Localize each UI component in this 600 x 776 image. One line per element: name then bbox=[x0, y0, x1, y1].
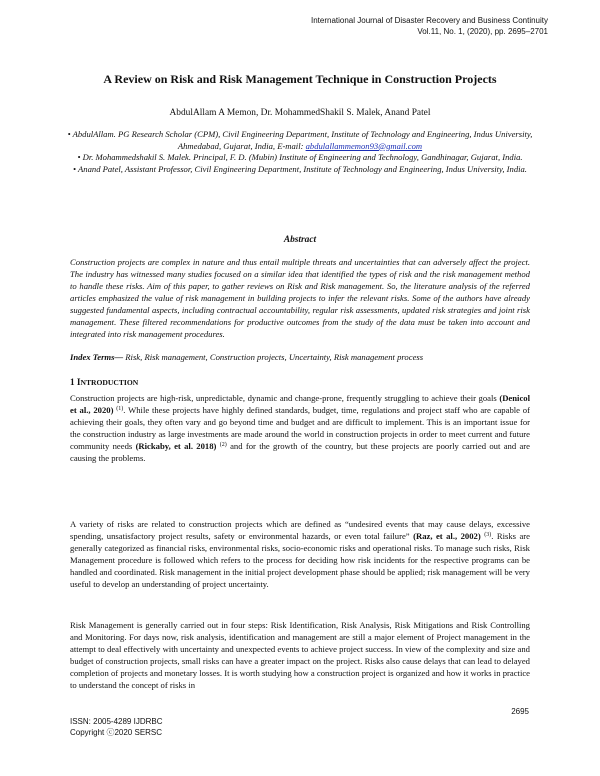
affiliation-3: • Anand Patel, Assistant Professor, Civil Engineering Department, Institute of Technology and Engineering, Indus University, India. bbox=[73, 164, 527, 175]
author-list: AbdulAllam A Memon, Dr. MohammedShakil S. Malek, Anand Patel bbox=[169, 108, 431, 118]
page-footer bbox=[70, 717, 163, 738]
journal-name: International Journal of Disaster Recovery and Business Continuity bbox=[310, 16, 548, 25]
ref-marker-2: (2) bbox=[219, 442, 227, 448]
intro-paragraph-1 bbox=[70, 392, 530, 464]
citation-raz: (Raz, et al., 2002) bbox=[413, 531, 481, 541]
index-terms bbox=[70, 352, 540, 362]
ref-marker-3: (3) bbox=[484, 532, 492, 538]
p1-text-c: and for the growth of the country, but these projects are poorly carried out and are causing the problems. bbox=[70, 441, 530, 463]
p1-text-a: Construction projects are high-risk, unpredictable, dynamic and change-prone, frequently struggling to achieve their goals bbox=[70, 393, 500, 403]
affiliation-1 bbox=[58, 129, 542, 152]
affiliation-1-text: • AbdulAllam. PG Research Scholar (CPM), Civil Engineering Department, Institute of Technology and Engineering, Indus University, Ahmedabad, Gujarat, India, E-mail: bbox=[67, 129, 533, 151]
section-title-rest: NTRODUCTION bbox=[80, 378, 139, 387]
p1-text-b: . While these projects have highly defined standards, budget, time, regulations and project staff who are capable of achieving their goals, they often vary and go beyond time and budget and are difficult to implement. This is an important issue for the construction industry as large investments are made around the world in construction projects in order to meet current and future community needs bbox=[70, 405, 530, 451]
affiliations bbox=[58, 129, 542, 176]
section-heading bbox=[70, 377, 138, 387]
p2-text-a: A variety of risks are related to construction projects which are defined as “undesired events that may cause delays, excessive spending, unsatisfactory project results, safety or environmental hazards, or even total failure” bbox=[70, 519, 530, 541]
copyright: Copyright ⓒ2020 SERSC bbox=[70, 727, 163, 737]
ref-marker-1: (1) bbox=[116, 406, 124, 412]
abstract-text: Construction projects are complex in nature and thus entail multiple threats and uncertainties that can adversely affect the project. The industry has witnessed many studies focused on a similar idea that identified the types of risk and the risk management method to handle these risks. Aim of this paper, to gather reviews on Risk and Risk management. So, the literature analysis of the referred articles emphasized the value of risk management in building projects to infer the relevant risks. Some of the authors have already suggested fundamental aspects, including contractual accountability, regular risk assessments, updated risk strategies and joint risk management. These filtered recommendations for productive outcomes from the study of the data must be taken into account and integrated into risk management procedures. bbox=[70, 257, 530, 339]
citation-rickaby: (Rickaby, et al. 2018) bbox=[135, 441, 217, 451]
section-title-initial: I bbox=[76, 377, 81, 387]
p2-text-b: . Risks are generally categorized as financial risks, environmental risks, socio-economic risks and operational risks. To manage such risks, Risk Management procedure is followed which refers to the process for deciding how risk incidents for the respective programs can be handled and coordinated. Risk management in the initial project development phase should be applied; risk management will be very useful to develop an understanding of project uncertainty. bbox=[70, 531, 530, 589]
index-terms-list: Risk, Risk management, Construction projects, Uncertainty, Risk management process bbox=[123, 352, 424, 362]
abstract-heading: Abstract bbox=[283, 235, 317, 245]
page-number: 2695 bbox=[511, 707, 529, 716]
issn: ISSN: 2005-4289 IJDRBC bbox=[70, 717, 163, 726]
section-number: 1 bbox=[70, 377, 77, 387]
index-terms-label: Index Terms— bbox=[70, 352, 124, 362]
intro-paragraph-2 bbox=[70, 518, 530, 590]
paper-title: A Review on Risk and Risk Management Technique in Construction Projects bbox=[103, 72, 497, 86]
author-email-link[interactable]: abdulallammemon93@gmail.com bbox=[305, 140, 423, 151]
affiliation-2: • Dr. Mohammedshakil S. Malek. Principal, F. D. (Mubin) Institute of Engineering and Technology, Gandhinagar, Gujarat, India. bbox=[77, 152, 523, 163]
citation-denicol: (Denicol et al., 2020) bbox=[70, 393, 530, 415]
journal-header bbox=[311, 15, 548, 37]
volume-info: Vol.11, No. 1, (2020), pp. 2695–2701 bbox=[417, 27, 548, 36]
intro-paragraph-3: Risk Management is generally carried out in four steps: Risk Identification, Risk Analysis, Risk Mitigations and Risk Controlling and Monitoring. For days now, risk analysis, identification and management are still a major element of Project management in the attempt to deal effectively with uncertainty and unexpected events to achieve project success. In view of the complexity and size and budget of construction projects, small risks can have a greater impact on the project. Risks also cause delays that can lead to delayed completion of projects and monetary losses. It is worth studying how a construction project is organized and how it works in practice to understand the concept of risks in bbox=[70, 620, 530, 690]
